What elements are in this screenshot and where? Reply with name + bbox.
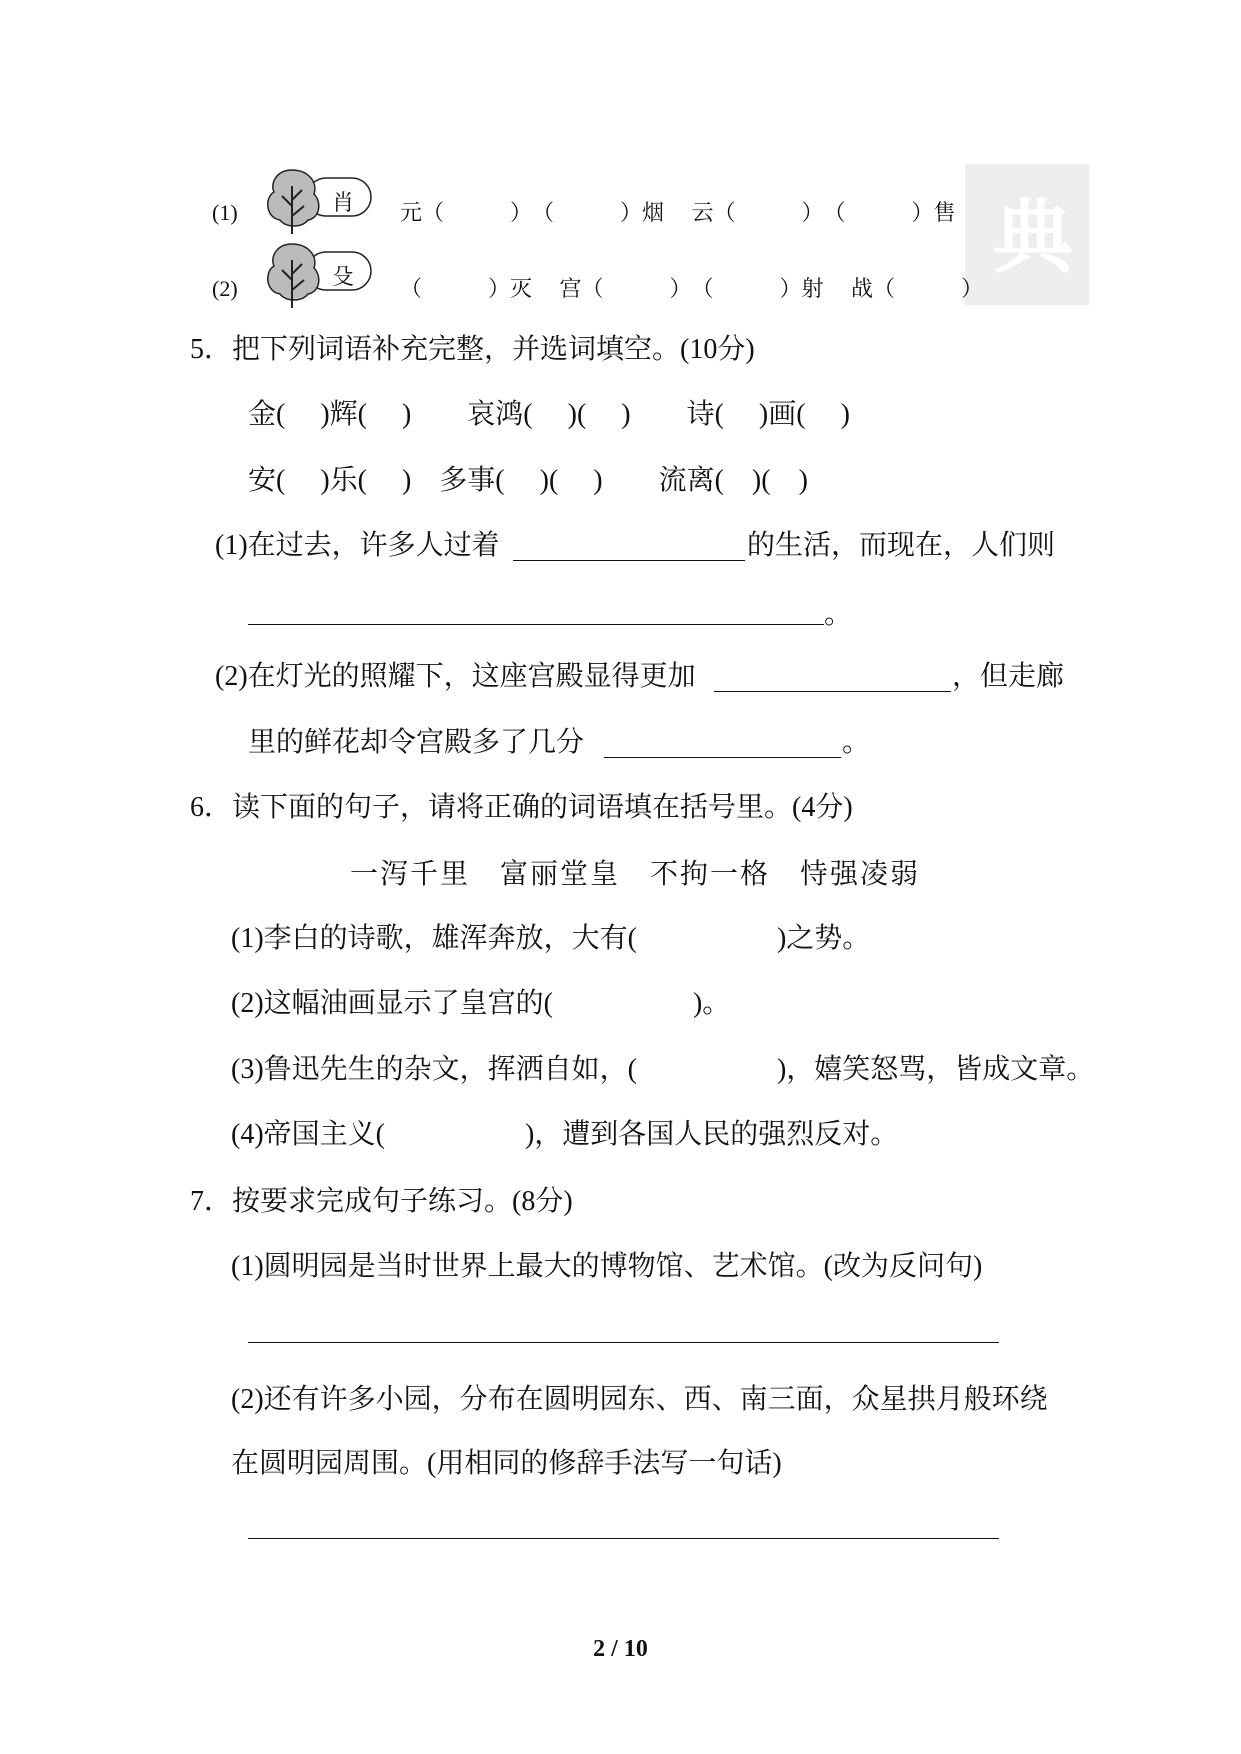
tree-icon — [262, 240, 377, 310]
q7-s2-line1: (2)还有许多小园，分布在圆明园东、西、南三面，众星拱月般环绕 — [231, 1384, 1048, 1415]
page-number: 2 / 10 — [593, 1636, 648, 1662]
q4-row2-number: (2) — [212, 276, 238, 301]
q4-row1-char: 肖 — [332, 190, 355, 215]
q6-title: 6．读下面的句子，请将正确的词语填在括号里。(4分) — [190, 792, 853, 823]
q5-s2-start: (2)在灯光的照耀下，这座宫殿显得更加 — [215, 661, 696, 692]
q5-s1-blank2[interactable] — [248, 624, 824, 625]
q4-row2-char: 殳 — [332, 264, 355, 289]
q7-title: 7．按要求完成句子练习。(8分) — [190, 1186, 573, 1217]
q4-row1-number: (1) — [212, 200, 238, 225]
q5-s2-blank1[interactable] — [714, 691, 951, 692]
q5-words-row2: 安( )乐( ) 多事( )( ) 流离( )( ) — [248, 465, 808, 496]
watermark-char: 典 — [993, 195, 1073, 283]
q5-s1-end: 的生活，而现在，人们则 — [747, 530, 1056, 561]
q5-s2-period: 。 — [842, 727, 871, 758]
q6-s4: (4)帝国主义( )，遭到各国人民的强烈反对。 — [231, 1119, 899, 1150]
q7-s1-answer-line[interactable] — [248, 1342, 999, 1343]
q5-s1-period: 。 — [824, 599, 853, 630]
q6-s1: (1)李白的诗歌，雄浑奔放，大有( )之势。 — [231, 923, 871, 954]
tree-icon — [262, 166, 377, 236]
q6-s3: (3)鲁迅先生的杂文，挥洒自如，( )，嬉笑怒骂，皆成文章。 — [231, 1054, 1095, 1085]
q5-title: 5．把下列词语补充完整，并选词填空。(10分) — [190, 334, 755, 365]
q4-row1-text: 元（ ） （ ）烟 云（ ） （ ）售 — [400, 200, 956, 225]
q5-s2-mid: ，但走廊 — [952, 661, 1065, 692]
q5-words-row1: 金( )辉( ) 哀鸿( )( ) 诗( )画( ) — [248, 399, 850, 430]
watermark-logo — [965, 164, 1089, 305]
q7-s2-answer-line[interactable] — [248, 1538, 999, 1539]
q5-s1-blank1[interactable] — [513, 560, 745, 561]
q4-row2-text: （ ）灭 宫（ ） （ ）射 战（ ） — [400, 276, 984, 301]
q5-s1-start: (1)在过去，许多人过着 — [215, 530, 500, 561]
q7-s2-line2: 在圆明园周围。(用相同的修辞手法写一句话) — [231, 1448, 782, 1479]
q5-s2-blank2[interactable] — [604, 757, 841, 758]
q6-word-options: 一泻千里 富丽堂皇 不拘一格 恃强凌弱 — [350, 859, 921, 890]
q6-s2: (2)这幅油画显示了皇宫的( )。 — [231, 988, 731, 1019]
q5-s2-line2: 里的鲜花却令宫殿多了几分 — [248, 727, 585, 758]
q7-s1: (1)圆明园是当时世界上最大的博物馆、艺术馆。(改为反问句) — [231, 1251, 983, 1282]
